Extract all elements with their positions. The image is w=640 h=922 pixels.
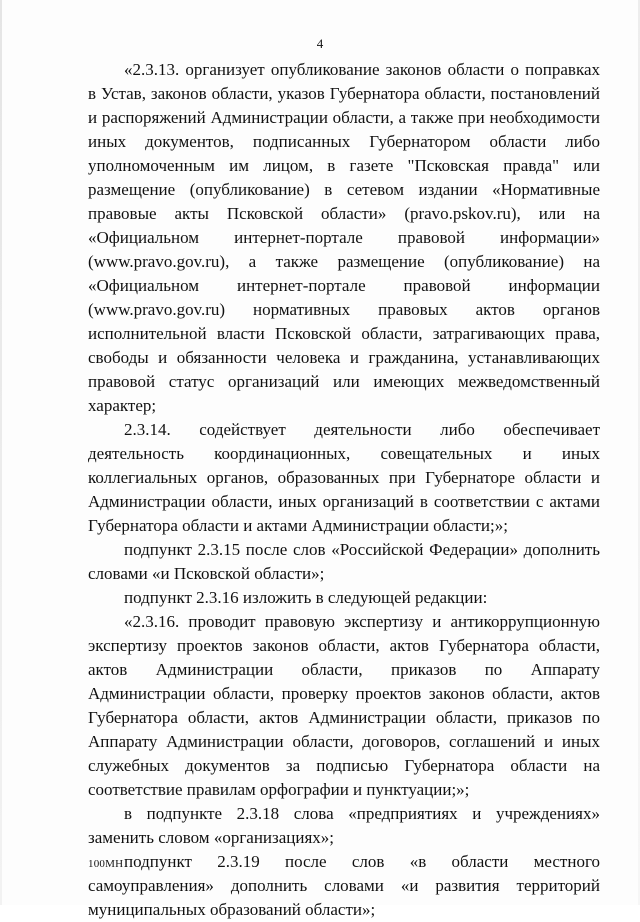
page-number: 4: [316, 36, 324, 51]
paragraph-2-3-19-amendment: подпункт 2.3.19 после слов «в области местного самоуправления» дополнить словами «и развития территорий муниципальных образований области»;: [88, 852, 600, 919]
paragraph-2-3-13: «2.3.13. организует опубликование законов области о поправках в Устав, законов области, указов Губернатора области, постановлений и распоряжений Администрации области, а также при необходимости иных документов, подписанных Губернатором области либо уполномоченным им лицом, в газете "Псковская правда" или размещение (опубликование) в сетевом издании «Нормативные правовые акты Псковской области» (pravo.pskov.ru), или на «Официальном интернет-портале правовой информации» (www.pravo.gov.ru), а также размещение (опубликование) на «Официальном интернет-портале правовой информации (www.pravo.gov.ru) нормативных правовых актов органов исполнительной власти Псковской области, затрагивающих права, свободы и обязанности человека и гражданина, устанавливающих правовой статус организаций или имеющих межведомственный характер;: [88, 60, 600, 415]
paragraph-2-3-15-amendment: подпункт 2.3.15 после слов «Российской Федерации» дополнить словами «и Псковской области»;: [88, 540, 600, 583]
paragraph-2-3-18-amendment: в подпункте 2.3.18 слова «предприятиях и учреждениях» заменить словом «организациях»;: [88, 804, 600, 847]
document-body: [88, 58, 600, 922]
footer-code: 100МН: [88, 858, 124, 870]
scan-edge-left: [0, 0, 2, 905]
paragraph-2-3-16-intro: подпункт 2.3.16 изложить в следующей редакции:: [124, 588, 488, 607]
paragraph-2-3-14: 2.3.14. содействует деятельности либо обеспечивает деятельность координационных, совещательных и иных коллегиальных органов, образованных при Губернаторе области и Администрации области, иных организаций в соответствии с актами Губернатора области и актами Администрации области;»;: [88, 420, 600, 535]
paragraph-2-3-16: «2.3.16. проводит правовую экспертизу и антикоррупционную экспертизу проектов законов области, актов Губернатора области, актов Администрации области, приказов по Аппарату Администрации области, проверку проектов законов области, актов Губернатора области, актов Администрации области, приказов по Аппарату Администрации области, договоров, соглашений и иных служебных документов за подписью Губернатора области на соответствие правилам орфографии и пунктуации;»;: [88, 612, 600, 799]
